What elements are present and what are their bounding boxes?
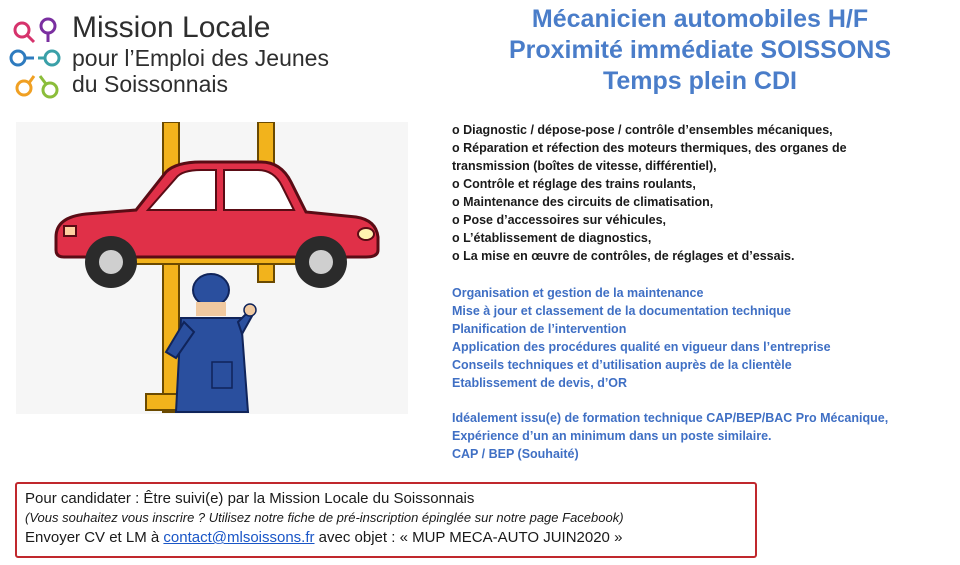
list-item: Conseils techniques et d’utilisation auprès de la clientèle [452,358,792,372]
contact-email-link[interactable]: contact@mlsoissons.fr [163,529,315,546]
list-item: Etablissement de devis, d’OR [452,376,628,390]
tasks-list [452,121,952,265]
car-on-lift-icon [16,122,408,414]
list-item: CAP / BEP (Souhaité) [452,447,579,461]
logo-region: du Soissonnais [72,70,228,97]
skills-list [452,284,952,392]
list-item: o Pose d’accessoires sur véhicules, [452,213,667,227]
list-item: transmission (boîtes de vitesse, différentiel), [452,159,717,173]
list-item: o Diagnostic / dépose-pose / contrôle d’ensembles mécaniques, [452,123,833,137]
apply-note: (Vous souhaitez vous inscrire ? Utilisez notre fiche de pré-inscription épinglée sur notre page Facebook) [25,510,624,525]
apply-box [15,482,757,558]
list-item: o L’établissement de diagnostics, [452,231,652,245]
list-item: Application des procédures qualité en vigueur dans l’entreprise [452,340,831,354]
list-item: Idéalement issu(e) de formation technique CAP/BEP/BAC Pro Mécanique, [452,411,889,425]
list-item: o La mise en œuvre de contrôles, de réglages et d’essais. [452,249,795,263]
list-item: o Réparation et réfection des moteurs thermiques, des organes de [452,141,847,155]
list-item: o Contrôle et réglage des trains roulants, [452,177,696,191]
mission-locale-logo [8,10,368,110]
job-title-line1: Mécanicien automobiles H/F [531,5,869,33]
logo-text [72,12,329,96]
logo-subtitle: pour l’Emploi des Jeunes [72,44,329,71]
list-item: Organisation et gestion de la maintenance [452,286,704,300]
apply-contact [25,527,747,549]
list-item: Expérience d’un an minimum dans un poste similaire. [452,429,772,443]
logo-title: Mission Locale [72,11,271,44]
list-item: Mise à jour et classement de la documentation technique [452,304,791,318]
job-title-line2: Proximité immédiate SOISSONS [508,36,892,64]
apply-contact-prefix: Envoyer CV et LM à [25,529,164,546]
apply-contact-suffix: avec objet : « MUP MECA-AUTO JUIN2020 » [314,529,623,546]
apply-instructions: Pour candidater : Être suivi(e) par la Mission Locale du Soissonnais [25,490,475,507]
mechanic-illustration [16,122,408,414]
job-title [440,4,960,97]
job-title-line3: Temps plein CDI [602,67,797,95]
list-item: Planification de l’intervention [452,322,627,336]
logo-mark-icon [8,16,64,106]
list-item: o Maintenance des circuits de climatisation, [452,195,714,209]
profile-requirements [452,409,952,463]
